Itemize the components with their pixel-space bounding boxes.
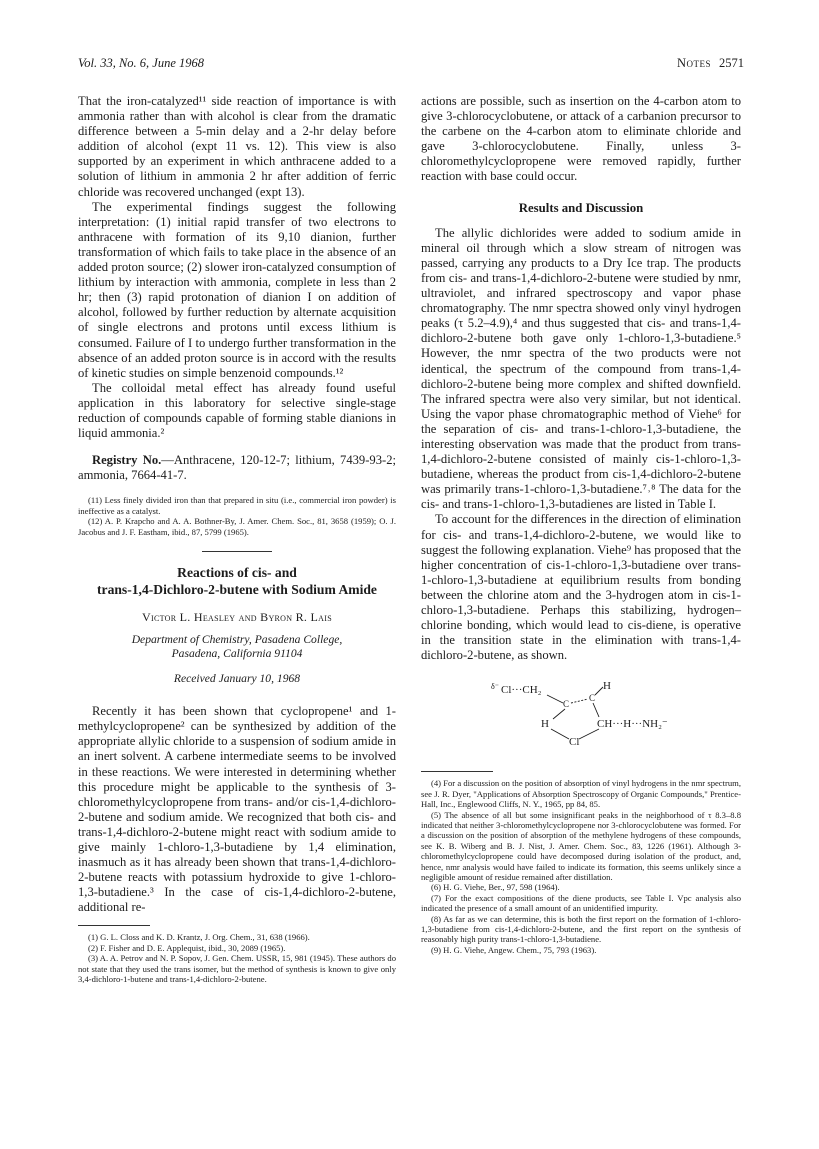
paragraph: To account for the differences in the direction of elimination for cis- and trans-1,4-dichloro-2-butene, we would like to suggest the following explanation. Viehe⁹ has proposed that the higher concentration of cis-1-chloro-1,3-butadiene over trans-1-chloro-1,3-butadiene at equilibrium results from bonding between the chlorine atom and the 3-hydrogen atom in cis-1-chloro-1,3-butadiene. Perhaps this stabilizing, hydrogen–chlorine bonding, which would lead to cis-diene, is operative in the transition state in the elimination with trans-1,4-dichloro-2-butene, as shown. — [421, 512, 741, 663]
footnote: (7) For the exact compositions of the diene products, see Table I. Vpc analysis also indicated the presence of a small amount of an unidentified impurity. — [421, 892, 741, 914]
continuation-paragraph: actions are possible, such as insertion on the 4-carbon atom to give 3-chlorocyclobutene, or attack of a carbanion precursor to the carbene on the 4-carbon atom to eliminate chloride and gave 3-chlorocyclobutene. Finally, unless 3-chloromethylcyclopropene were removed rapidly, further reaction with base could occur. — [421, 94, 741, 184]
cl-bottom-label: Cl — [569, 736, 580, 749]
h-left-label: H — [541, 718, 549, 731]
footnote: (12) A. P. Krapcho and A. A. Bothner-By, J. Amer. Chem. Soc., 81, 3658 (1959); O. J. Jacobus and J. F. Eastham, ibid., 87, 5799 (1965). — [78, 516, 396, 537]
footnote-rule — [421, 771, 493, 772]
footnote: (3) A. A. Petrov and N. P. Sopov, J. Gen. Chem. USSR, 15, 981 (1945). These authors do not state that they used the trans isomer, but the method of synthesis is known to give only 3,4-dichloro-1-butene and trans-1,4-dichloro-2-butene. — [78, 953, 396, 985]
footnotes-bottom — [78, 932, 396, 984]
footnote: (4) For a discussion on the position of absorption of vinyl hydrogens in the nmr spectrum, see J. R. Dyer, "Applications of Absorption Spectroscopy of Organic Compounds," Prentice-Hall, Inc., Englewood Cliffs, N. Y., 1965, pp 84, 85. — [421, 778, 741, 810]
affiliation — [78, 633, 396, 661]
footnote: (11) Less finely divided iron than that prepared in situ (i.e., commercial iron powder) is ineffective as a catalyst. — [78, 495, 396, 516]
bond-c-c — [571, 699, 588, 703]
page-header — [78, 56, 744, 74]
bond-h-cl — [551, 729, 569, 739]
article-title — [78, 564, 396, 598]
affiliation-line-1: Department of Chemistry, Pasadena College, — [131, 633, 343, 647]
ch-nh2-label: CH···H···NH₂⁻ — [597, 718, 668, 731]
page-label — [677, 56, 744, 71]
footnote: (1) G. L. Closs and K. D. Krantz, J. Org. Chem., 31, 638 (1966). — [88, 932, 310, 943]
paragraph: That the iron-catalyzed¹¹ side reaction of importance is with ammonia rather than with alcohol is clear from the dramatic difference between a 5-min delay and a 2-hr delay before addition of alcohol (expt 11 vs. 12). This view is also supported by an experiment in which anthracene added to a solution of lithium in ammonia 2 hr after addition of ferric chloride was recovered unchanged (expt 13). — [78, 94, 396, 199]
paragraph: The allylic dichlorides were added to sodium amide in mineral oil through which a slow stream of nitrogen was passed, carrying any products to a Dry Ice trap. The products from cis- and trans-1,4-dichloro-2-butene were studied by nmr, ultraviolet, and infrared spectroscopy and vapor phase chromatography. The nmr spectra showed only vinyl hydrogen peaks (τ 5.2–4.9),⁴ and thus suggested that cis- and trans-1,4-dichloro-2-butene both gave only 1-chloro-1,3-butadiene.⁵ However, the nmr spectra of the two products were not identical, the spectrum of the compound from trans-1,4-dichloro-2-butene being more complex and shifted downfield. The infrared spectra were also very similar, but not identical. Using the vapor phase chromatographic method of Viehe⁶ for the separation of cis- and trans-1-chloro-1,3-butadiene, the interesting observation was made that the product from trans-1,4-dichloro-2-butene consisted of mainly cis-1-chloro-1,3-butadiene, whereas the product from cis-1,4-dichloro-2-butene was primarily trans-1-chloro-1,3-butadiene.⁷˒⁸ The data for the cis- and trans-1-chloro-1,3-butadienes are listed in Table I. — [421, 225, 741, 512]
c-left-label: C — [563, 699, 570, 710]
paragraph: The experimental findings suggest the following interpretation: (1) initial rapid transfer of two electrons to anthracene with formation of its 9,10 dianion, further transformation of which fails to take place in the absence of an added proton source; (2) slower iron-catalyzed consumption of lithium by interaction with ammonia, complete in less than 2 hr; then (3) rapid protonation of dianion I on addition of alcohol, followed by further reduction by alternate acquisition of single electrons and protons until excess lithium is consumed. Failure of I to undergo further transformation in the absence of an added proton source is in accord with the results of kinetic studies on simple benzenoid compounds.¹² — [78, 199, 396, 380]
affiliation-line-2: Pasadena, California 91104 — [171, 647, 303, 661]
footnote: (5) The absence of all but some insignificant peaks in the neighborhood of τ 8.3–8.8 indicated that neither 3-chloromethylcyclopropene nor 3-chlorocyclobutene was formed. For a discussion on the position of absorption of the methylene hydrogens of these compounds, see K. B. Wiberg and B. J. Nist, J. Amer. Chem. Soc., 83, 1226 (1961). Although 3-chloromethylcyclopropene could have decomposed during isolation of the product, and, hence, nmr analysis would have failed to indicate its formation, this seems unlikely since a negligible amount of residue remained after distillation. — [421, 809, 741, 883]
right-footnotes — [421, 771, 741, 955]
footnote: (6) H. G. Viehe, Ber., 97, 598 (1964). — [431, 882, 560, 893]
bond-c-ch — [593, 703, 599, 717]
section-name: Notes — [676, 56, 711, 70]
received-date: Received January 10, 1968 — [173, 672, 301, 686]
section-heading: Results and Discussion — [518, 200, 644, 215]
c-right-label: C — [589, 693, 596, 704]
h-top-label: H — [603, 680, 611, 693]
bond-c-h-left — [553, 709, 565, 719]
footnotes-top — [78, 495, 396, 537]
journal-volume-line: Vol. 33, No. 6, June 1968 — [78, 56, 205, 70]
paragraph: The colloidal metal effect has already found useful application in this laboratory for selective single-stage reduction of compounds capable of forming stable dianions in liquid ammonia.² — [78, 380, 396, 441]
transition-state-structure — [421, 673, 741, 763]
right-column — [421, 94, 741, 955]
footnote-rule — [78, 925, 150, 926]
footnote: (8) As far as we can determine, this is both the first report on the formation of 1-chloro-1,3-butadiene from cis-1,4-dichloro-2-butene, and the first report on the synthesis of reasonably high purity trans-1-chloro-1,3-butadiene. — [421, 913, 741, 945]
title-line-2: trans-1,4-Dichloro-2-butene with Sodium Amide — [97, 581, 377, 597]
left-column — [78, 94, 396, 985]
structure-diagram — [421, 673, 741, 763]
footnote-list — [421, 778, 741, 955]
registry-numbers — [78, 453, 396, 483]
delta-label: δ⁻ — [491, 682, 499, 692]
title-line-1: Reactions of cis- and — [177, 564, 297, 580]
footnote: (2) F. Fisher and D. E. Applequist, ibid., 30, 2089 (1965). — [88, 942, 286, 953]
article-authors: Victor L. Heasley and Byron R. Lais — [142, 609, 332, 624]
bond-ch-cl — [579, 729, 599, 739]
page-number: 2571 — [719, 56, 744, 70]
bond-ch2-c — [547, 695, 563, 703]
footnote: (9) H. G. Viehe, Angew. Chem., 75, 793 (1963). — [431, 944, 597, 955]
intro-paragraph: Recently it has been shown that cyclopropene¹ and 1-methylcyclopropene² can be synthesized by addition of the appropriate allylic chloride to a suspension of sodium amide in an inert solvent. A carbene intermediate seems to be involved in these reactions. We were interested in determining whether this procedure might be applicable to the synthesis of 3-chloromethylcyclopropene from trans- and/or cis-1,4-dichloro-2-butene and sodium amide. We recognized that both cis- and trans-1,4-dichloro-2-butene might react with sodium amide to give mainly 1-chloro-1,3-butadiene by 1,4 elimination, inasmuch as it has already been shown that trans-1,4-dichloro-2-butene reacts with potassium hydroxide to give 1-chloro-1,3-butadiene.³ In the case of cis-1,4-dichloro-2-butene, additional re- — [78, 704, 396, 915]
registry-text: —Anthracene, 120-12-7; lithium, 7439-93-2; ammonia, 7664-41-7. — [78, 453, 396, 483]
bond-c-h — [595, 687, 603, 695]
registry-label: Registry No. — [92, 453, 162, 468]
cl-ch2-label: Cl···CH₂ — [501, 684, 542, 697]
article-divider — [202, 551, 272, 552]
